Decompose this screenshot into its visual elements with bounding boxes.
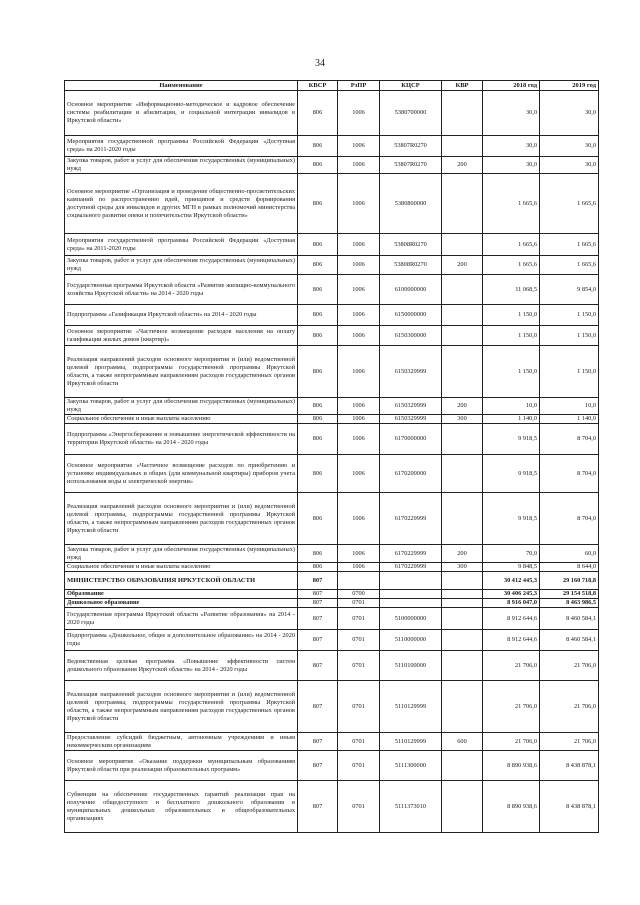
- cell-2018: 30 412 445,3: [483, 572, 540, 590]
- cell-kvsr: 806: [298, 424, 338, 455]
- cell-2018: 8 916 047,0: [483, 599, 540, 608]
- cell-kcsr: 6150000000: [380, 305, 442, 326]
- cell-kcsr: 53808R0270: [380, 256, 442, 275]
- table-row: [65, 572, 599, 590]
- cell-kcsr: 5110000000: [380, 630, 442, 651]
- cell-rzpr: 1006: [338, 91, 380, 136]
- cell-2019: 60,0: [540, 545, 599, 563]
- cell-2018: 21 706,0: [483, 733, 540, 751]
- cell-kvsr: 807: [298, 630, 338, 651]
- cell-2018: 70,0: [483, 545, 540, 563]
- cell-2019: 8 704,0: [540, 455, 599, 493]
- cell-2019: 8 460 584,1: [540, 608, 599, 630]
- cell-name: Государственная программа Иркутской области «Развитие жилищно-коммунального хозяйства Иркутской области» на 2014 - 2020 годы: [65, 275, 298, 305]
- cell-rzpr: 0701: [338, 630, 380, 651]
- cell-2019: 1 150,0: [540, 305, 599, 326]
- cell-kvr: [442, 346, 483, 398]
- cell-kcsr: 5100000000: [380, 608, 442, 630]
- budget-table: [64, 80, 599, 833]
- cell-name: Закупка товаров, работ и услуг для обеспечения государственных (муниципальных) нужд: [65, 157, 298, 174]
- cell-kvr: [442, 608, 483, 630]
- cell-name: МИНИСТЕРСТВО ОБРАЗОВАНИЯ ИРКУТСКОЙ ОБЛАСТИ: [65, 572, 298, 590]
- table-row: [65, 275, 599, 305]
- cell-name: Государственная программа Иркутской области «Развитие образования» на 2014 - 2020 годы: [65, 608, 298, 630]
- cell-rzpr: 1006: [338, 424, 380, 455]
- cell-kvr: [442, 305, 483, 326]
- cell-kcsr: 5110129999: [380, 681, 442, 733]
- cell-name: Образование: [65, 590, 298, 599]
- cell-rzpr: 0701: [338, 733, 380, 751]
- cell-rzpr: 0701: [338, 599, 380, 608]
- table-row: [65, 590, 599, 599]
- cell-kvr: [442, 681, 483, 733]
- cell-2018: 21 706,0: [483, 651, 540, 681]
- cell-rzpr: 1006: [338, 305, 380, 326]
- cell-2019: 8 438 878,1: [540, 751, 599, 781]
- cell-rzpr: [338, 572, 380, 590]
- cell-kcsr: 6150329999: [380, 346, 442, 398]
- cell-kvsr: 806: [298, 415, 338, 424]
- cell-kcsr: 6170000000: [380, 424, 442, 455]
- cell-2018: 1 665,6: [483, 256, 540, 275]
- cell-name: Основное мероприятие «Частичное возмещение расходов по приобретению и установке индивидуальных и общих (для коммунальной квартиры) приборов учета использования воды и электрической энергии»: [65, 455, 298, 493]
- cell-kvr: [442, 599, 483, 608]
- cell-name: Закупка товаров, работ и услуг для обеспечения государственных (муниципальных) нужд: [65, 398, 298, 415]
- cell-2019: 10,0: [540, 398, 599, 415]
- cell-name: Основное мероприятие «Частичное возмещение расходов населения на оплату газификации жилых домов (квартир)»: [65, 326, 298, 346]
- cell-kvr: [442, 326, 483, 346]
- table-row: [65, 751, 599, 781]
- cell-rzpr: 0701: [338, 751, 380, 781]
- cell-rzpr: 1006: [338, 493, 380, 545]
- cell-2019: 8 438 878,1: [540, 781, 599, 833]
- cell-rzpr: 1006: [338, 563, 380, 572]
- header-kcsr: КЦСР: [380, 81, 442, 91]
- table-row: [65, 599, 599, 608]
- cell-kvr: 200: [442, 256, 483, 275]
- cell-kvr: 200: [442, 157, 483, 174]
- cell-kvr: 600: [442, 733, 483, 751]
- cell-kvsr: 806: [298, 275, 338, 305]
- cell-kcsr: 5380800000: [380, 174, 442, 234]
- cell-name: Реализация направлений расходов основного мероприятия и (или) ведомственной целевой программы, подпрограммы государственной программы Иркутской области, а также непрограммным направлениям расходов государственных органов Иркутской области: [65, 346, 298, 398]
- cell-2019: 1 665,6: [540, 256, 599, 275]
- cell-2018: 30,0: [483, 91, 540, 136]
- cell-2019: 8 460 584,1: [540, 630, 599, 651]
- table-row: [65, 157, 599, 174]
- cell-2018: 1 150,0: [483, 326, 540, 346]
- cell-rzpr: 0701: [338, 651, 380, 681]
- cell-rzpr: 0701: [338, 681, 380, 733]
- header-kvr: КВР: [442, 81, 483, 91]
- cell-kvsr: 806: [298, 398, 338, 415]
- table-header-row: [65, 81, 599, 91]
- table-row: [65, 563, 599, 572]
- cell-2019: 1 150,0: [540, 326, 599, 346]
- cell-2019: 30,0: [540, 157, 599, 174]
- cell-2018: 1 140,0: [483, 415, 540, 424]
- cell-rzpr: 1006: [338, 136, 380, 157]
- table-row: [65, 136, 599, 157]
- cell-kvsr: 806: [298, 493, 338, 545]
- cell-rzpr: 1006: [338, 545, 380, 563]
- cell-kcsr: [380, 572, 442, 590]
- table-row: [65, 545, 599, 563]
- cell-kcsr: 6100000000: [380, 275, 442, 305]
- cell-2018: 8 890 938,6: [483, 751, 540, 781]
- cell-kcsr: 5380700000: [380, 91, 442, 136]
- cell-kvsr: 807: [298, 572, 338, 590]
- cell-rzpr: 1006: [338, 174, 380, 234]
- cell-2018: 1 665,6: [483, 174, 540, 234]
- page-number: 34: [315, 58, 325, 69]
- cell-kvr: 300: [442, 563, 483, 572]
- cell-kvr: [442, 572, 483, 590]
- cell-kcsr: [380, 599, 442, 608]
- cell-name: Подпрограмма «Газификация Иркутской области» на 2014 - 2020 годы: [65, 305, 298, 326]
- table-row: [65, 630, 599, 651]
- cell-kvsr: 806: [298, 174, 338, 234]
- cell-kvsr: 806: [298, 256, 338, 275]
- cell-name: Подпрограмма «Энергосбережение и повышение энергетической эффективности на территории Иркутской области» на 2014 - 2020 годы: [65, 424, 298, 455]
- cell-2019: 21 706,0: [540, 651, 599, 681]
- cell-rzpr: 1006: [338, 326, 380, 346]
- table-row: [65, 493, 599, 545]
- cell-kvr: [442, 275, 483, 305]
- cell-2019: 8 463 986,5: [540, 599, 599, 608]
- cell-kvsr: 807: [298, 651, 338, 681]
- cell-name: Дошкольное образование: [65, 599, 298, 608]
- cell-rzpr: 0701: [338, 608, 380, 630]
- cell-name: Основное мероприятие «Организация и проведение общественно-просветительских кампаний по распространению идей, принципов и средств формирования доступной среды для инвалидов и других МГН в рамках полномочий министерства социального развития опеки и попечительства Иркутской области»: [65, 174, 298, 234]
- cell-rzpr: 1006: [338, 346, 380, 398]
- cell-2018: 30 406 245,3: [483, 590, 540, 599]
- cell-kvsr: 806: [298, 545, 338, 563]
- cell-2018: 9 918,5: [483, 455, 540, 493]
- cell-kcsr: 6170200000: [380, 455, 442, 493]
- cell-2018: 10,0: [483, 398, 540, 415]
- cell-kvr: [442, 751, 483, 781]
- cell-name: Социальное обеспечение и иные выплаты населению: [65, 563, 298, 572]
- cell-2019: 30,0: [540, 136, 599, 157]
- cell-kcsr: 6170229999: [380, 563, 442, 572]
- cell-kvr: [442, 781, 483, 833]
- cell-name: Основное мероприятие «Оказание поддержки муниципальным образованиям Иркутской области при реализации образовательных программ»: [65, 751, 298, 781]
- cell-kcsr: 5111300000: [380, 751, 442, 781]
- cell-rzpr: 0701: [338, 781, 380, 833]
- cell-2019: 21 706,0: [540, 733, 599, 751]
- cell-2018: 1 150,0: [483, 305, 540, 326]
- cell-kvsr: 806: [298, 563, 338, 572]
- table-row: [65, 174, 599, 234]
- cell-2018: 11 068,5: [483, 275, 540, 305]
- cell-2018: 8 912 644,6: [483, 608, 540, 630]
- header-rzpr: РзПР: [338, 81, 380, 91]
- cell-2019: 1 665,6: [540, 234, 599, 256]
- cell-kvsr: 807: [298, 590, 338, 599]
- cell-rzpr: 1006: [338, 398, 380, 415]
- table-row: [65, 326, 599, 346]
- cell-kcsr: 6150329999: [380, 415, 442, 424]
- cell-name: Предоставление субсидий бюджетным, автономным учреждениям и иным некоммерческим организациям: [65, 733, 298, 751]
- cell-kvsr: 806: [298, 455, 338, 493]
- cell-name: Реализация направлений расходов основного мероприятия и (или) ведомственной целевой программы, подпрограммы государственной программы Иркутской области, а также непрограммным направлениям расходов государственных органов Иркутской области: [65, 681, 298, 733]
- cell-kvr: [442, 424, 483, 455]
- cell-kcsr: 53807R0270: [380, 157, 442, 174]
- cell-kvsr: 806: [298, 326, 338, 346]
- cell-kvsr: 806: [298, 305, 338, 326]
- cell-2018: 30,0: [483, 157, 540, 174]
- table-row: [65, 733, 599, 751]
- cell-2019: 9 854,0: [540, 275, 599, 305]
- cell-kvr: [442, 234, 483, 256]
- cell-kvsr: 806: [298, 157, 338, 174]
- cell-kcsr: 5110100000: [380, 651, 442, 681]
- table-row: [65, 234, 599, 256]
- cell-2018: 30,0: [483, 136, 540, 157]
- cell-2018: 1 150,0: [483, 346, 540, 398]
- cell-name: Ведомственная целевая программа «Повышение эффективности систем дошкольного образования Иркутской области» на 2014 - 2020 годы: [65, 651, 298, 681]
- cell-kcsr: 53808R0270: [380, 234, 442, 256]
- cell-name: Субвенции на обеспечение государственных гарантий реализации прав на получение общедоступного и бесплатного дошкольного образования в муниципальных дошкольных образовательных и общеобразовательных организациях: [65, 781, 298, 833]
- cell-name: Закупка товаров, работ и услуг для обеспечения государственных (муниципальных) нужд: [65, 256, 298, 275]
- cell-name: Социальное обеспечение и иные выплаты населению: [65, 415, 298, 424]
- cell-name: Мероприятия государственной программы Российской Федерации «Доступная среда» на 2011-2020 годы: [65, 234, 298, 256]
- header-name: Наименование: [65, 81, 298, 91]
- cell-kcsr: [380, 590, 442, 599]
- cell-2019: 29 160 718,8: [540, 572, 599, 590]
- cell-2018: 8 890 938,6: [483, 781, 540, 833]
- cell-kvsr: 807: [298, 608, 338, 630]
- cell-2018: 1 665,6: [483, 234, 540, 256]
- cell-rzpr: 1006: [338, 275, 380, 305]
- cell-kcsr: 6150329999: [380, 398, 442, 415]
- cell-2018: 9 918,5: [483, 493, 540, 545]
- cell-kvr: [442, 91, 483, 136]
- cell-2019: 1 665,6: [540, 174, 599, 234]
- cell-rzpr: 1006: [338, 415, 380, 424]
- cell-2019: 8 704,0: [540, 424, 599, 455]
- header-kvsr: КВСР: [298, 81, 338, 91]
- cell-kvsr: 806: [298, 136, 338, 157]
- cell-2018: 8 912 644,6: [483, 630, 540, 651]
- cell-kvsr: 806: [298, 346, 338, 398]
- cell-kcsr: 5110129999: [380, 733, 442, 751]
- cell-kvr: [442, 630, 483, 651]
- table-row: [65, 781, 599, 833]
- cell-2019: 8 704,0: [540, 493, 599, 545]
- cell-rzpr: 1006: [338, 234, 380, 256]
- cell-kvr: 300: [442, 415, 483, 424]
- cell-2019: 30,0: [540, 91, 599, 136]
- cell-kvr: [442, 651, 483, 681]
- table-row: [65, 91, 599, 136]
- cell-kvr: [442, 590, 483, 599]
- cell-2018: 21 706,0: [483, 681, 540, 733]
- cell-kcsr: 6150300000: [380, 326, 442, 346]
- cell-kcsr: 6170229999: [380, 493, 442, 545]
- table-row: [65, 681, 599, 733]
- cell-kvr: [442, 493, 483, 545]
- cell-kvr: 200: [442, 398, 483, 415]
- cell-kvr: [442, 455, 483, 493]
- cell-kvsr: 806: [298, 234, 338, 256]
- table-row: [65, 455, 599, 493]
- cell-2019: 1 150,0: [540, 346, 599, 398]
- table-row: [65, 608, 599, 630]
- table-row: [65, 256, 599, 275]
- cell-name: Основное мероприятие «Информационно-методическое и кадровое обеспечение системы реабилитации и абилитации, и социальной интеграции инвалидов в Иркутской области»: [65, 91, 298, 136]
- cell-kvsr: 807: [298, 781, 338, 833]
- header-2019: 2019 год: [540, 81, 599, 91]
- table-row: [65, 651, 599, 681]
- cell-2019: 21 706,0: [540, 681, 599, 733]
- table-row: [65, 424, 599, 455]
- table-body: [65, 91, 599, 833]
- cell-2019: 1 140,0: [540, 415, 599, 424]
- cell-rzpr: 1006: [338, 455, 380, 493]
- cell-kvr: [442, 136, 483, 157]
- cell-2018: 9 918,5: [483, 424, 540, 455]
- table-row: [65, 415, 599, 424]
- cell-kvr: [442, 174, 483, 234]
- cell-rzpr: 1006: [338, 256, 380, 275]
- table-row: [65, 305, 599, 326]
- cell-name: Подпрограмма «Дошкольное, общее и дополнительное образование» на 2014 - 2020 годы: [65, 630, 298, 651]
- header-2018: 2018 год: [483, 81, 540, 91]
- cell-name: Реализация направлений расходов основного мероприятия и (или) ведомственной целевой программы, подпрограммы государственной программы Иркутской области, а также непрограммным направлениям расходов государственных органов Иркутской области: [65, 493, 298, 545]
- cell-kvr: 200: [442, 545, 483, 563]
- cell-kvsr: 806: [298, 91, 338, 136]
- table-row: [65, 346, 599, 398]
- cell-rzpr: 1006: [338, 157, 380, 174]
- cell-2019: 8 644,0: [540, 563, 599, 572]
- cell-2019: 29 154 518,8: [540, 590, 599, 599]
- cell-name: Мероприятия государственной программы Российской Федерации «Доступная среда» на 2011-2020 годы: [65, 136, 298, 157]
- cell-kcsr: 6170229999: [380, 545, 442, 563]
- cell-kvsr: 807: [298, 599, 338, 608]
- cell-kcsr: 5111373010: [380, 781, 442, 833]
- table-row: [65, 398, 599, 415]
- cell-name: Закупка товаров, работ и услуг для обеспечения государственных (муниципальных) нужд: [65, 545, 298, 563]
- cell-kcsr: 53807R0270: [380, 136, 442, 157]
- cell-kvsr: 807: [298, 751, 338, 781]
- cell-kvsr: 807: [298, 733, 338, 751]
- cell-rzpr: 0700: [338, 590, 380, 599]
- cell-2018: 9 848,5: [483, 563, 540, 572]
- cell-kvsr: 807: [298, 681, 338, 733]
